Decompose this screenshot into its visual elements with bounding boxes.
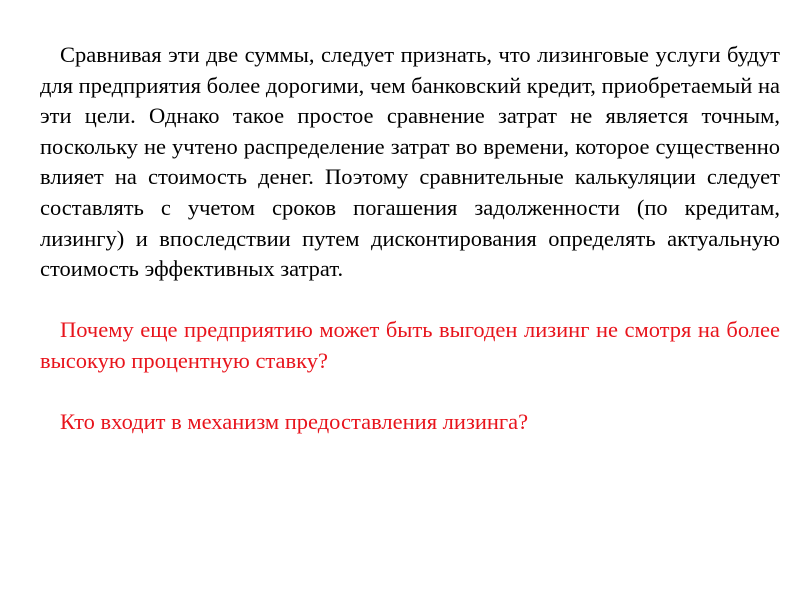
spacer xyxy=(40,377,780,408)
spacer xyxy=(40,285,780,316)
question-paragraph-1: Почему еще предприятию может быть выгоден лизинг не смотря на более высокую процентную ставку? xyxy=(40,317,780,373)
body-paragraph: Сравнивая эти две суммы, следует признать, что лизинговые услуги будут для предприятия более дорогими, чем банковский кредит, приобретаемый на эти цели. Однако такое простое сравнение затрат не является точным, поскольку не учтено распределение затрат во времени, которое существенно влияет на стоимость денег. Поэтому сравнительные калькуляции следует составлять с учетом сроков погашения задолженности (по кредитам, лизингу) и впоследствии путем дисконтирования определять актуальную стоимость эффективных затрат. xyxy=(40,42,780,282)
question-paragraph-2: Кто входит в механизм предоставления лизинга? xyxy=(60,409,529,435)
